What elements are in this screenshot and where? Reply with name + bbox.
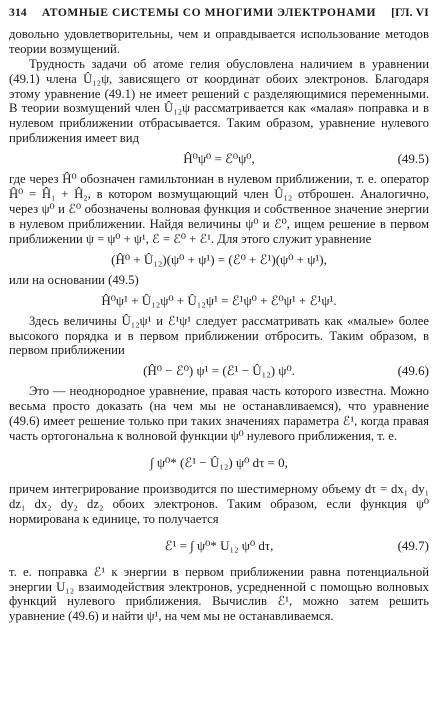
paragraph-based-on: или на основании (49.5) (9, 272, 139, 287)
paragraph-inhomogeneous: Это — неоднородное уравнение, правая часть которого известна. Можно весьма просто доказать (на чем мы не останавливаемся), что уравнение (49.6) имеет решение только при таких значениях параметра ℰ¹, когда правая часть ортогональна к волновой функции ψ⁰ нулевого приближения, т. е. (9, 384, 429, 444)
chapter-label: [ГЛ. VI (391, 7, 429, 19)
equation-49-5-expression: Ĥ⁰ψ⁰ = ℰ⁰ψ⁰, (183, 151, 255, 167)
equation-49-6 (9, 362, 429, 380)
equation-49-7-number: (49.7) (397, 537, 429, 553)
equation-49-6-expression: (Ĥ⁰ − ℰ⁰) ψ¹ = (ℰ¹ − Û₁₂) ψ⁰. (143, 363, 295, 379)
paragraph-energy-correction: т. е. поправка ℰ¹ к энергии в первом приближении равна потенциальной энергии U₁₂ взаимодействия электронов, усредненной с помощью волновых функций нулевого приближения. Вычислив ℰ¹, можно затем решить уравнение (49.6) и найти ψ¹, на чем мы не останавливаемся. (9, 564, 429, 624)
page-number: 314 (9, 7, 27, 19)
equation-orthogonality-expression: ∫ ψ⁰* (ℰ¹ − Û₁₂) ψ⁰ dτ = 0, (150, 454, 288, 470)
equation-49-5-number: (49.5) (397, 151, 429, 167)
equation-49-7-expression: ℰ¹ = ∫ ψ⁰* U₁₂ ψ⁰ dτ, (164, 537, 274, 553)
paragraph-integration: причем интегрирование производится по шестимерному объему dτ = dx₁ dy₁ dz₁ dx₂ dy₂ dz₂ обоих электронов. Таким образом, если функция ψ⁰ нормирована к единице, то получается (9, 481, 429, 526)
paragraph-helium-problem: Трудность задачи об атоме гелия обусловлена наличием в уравнении (49.1) члена Û₁₂ψ, зависящего от координат обоих электронов. Благодаря этому уравнение (49.1) не имеет решений с разделяющимися переменными. В теории возмущений член Û₁₂ψ рассматривается как «малая» поправка и в нулевом приближении отбрасывается. Таким образом, уравнение нулевого приближения имеет вид (9, 56, 429, 146)
equation-49-5 (9, 150, 429, 168)
equation-expanded-expression: Ĥ⁰ψ¹ + Û₁₂ψ⁰ + Û₁₂ψ¹ = ℰ¹ψ⁰ + ℰ⁰ψ¹ + ℰ¹ψ¹. (101, 292, 337, 308)
equation-49-7 (9, 531, 429, 561)
equation-49-6-number: (49.6) (397, 363, 429, 379)
paragraph-zero-approximation: где через Ĥ⁰ обозначен гамильтониан в нулевом приближении, т. е. оператор Ĥ⁰ = Ĥ₁ + Ĥ₂, в котором возмущающий член Û₁₂ отброшен. Аналогично, через ψ⁰ и ℰ⁰ обозначены волновая функция и собственное значение энергии в нулевом приближении. Найдя величины ψ⁰ и ℰ⁰, ищем решение в первом приближении ψ = ψ⁰ + ψ¹, ℰ = ℰ⁰ + ℰ¹. Для этого служит уравнение (9, 172, 429, 246)
running-title: АТОМНЫЕ СИСТЕМЫ СО МНОГИМИ ЭЛЕКТРОНАМИ (41, 7, 377, 19)
equation-first-approximation (9, 251, 429, 269)
equation-orthogonality (9, 448, 429, 478)
paragraph-continuation: довольно удовлетворительны, чем и оправдывается использование методов теории возмущений. (9, 26, 429, 56)
paragraph-small-terms: Здесь величины Û₁₂ψ¹ и ℰ¹ψ¹ следует рассматривать как «малые» более высокого порядка и в первом приближении отбросить. Таким образом, в первом приближении (9, 313, 429, 358)
equation-first-approximation-expression: (Ĥ⁰ + Û₁₂)(ψ⁰ + ψ¹) = (ℰ⁰ + ℰ¹)(ψ⁰ + ψ¹), (111, 251, 327, 267)
running-header (9, 6, 429, 21)
equation-expanded (9, 292, 429, 310)
